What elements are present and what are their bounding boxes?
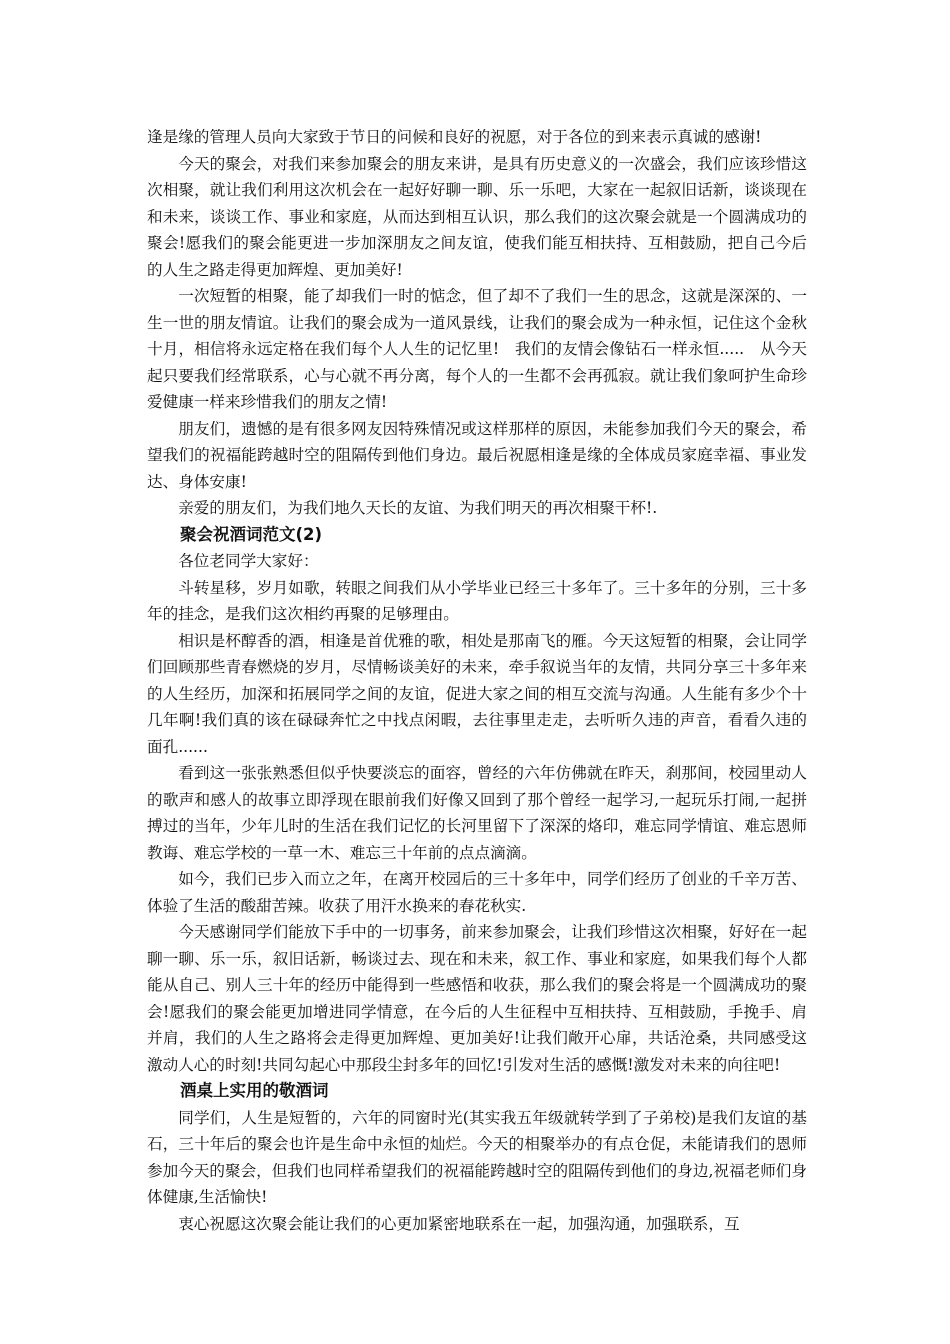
section2-greeting: 各位老同学大家好： [178,552,319,570]
section2-paragraph-3: 看到这一张张熟悉但似乎快要淡忘的面容，曾经的六年仿佛就在昨天，刹那间，校园里动人的歌声和感人的故事立即浮现在眼前我们好像又回到了那个曾经一起学习,一起玩乐打闹,一起拼搏过的当年，少年儿时的生活在我们记忆的长河里留下了深深的烙印，难忘同学情谊、难忘恩师教诲、难忘学校的一草一木、难忘三十年前的点点滴滴。 [147,764,807,862]
intro-paragraph-5: 亲爱的朋友们，为我们地久天长的友谊、为我们明天的再次相聚干杯!. [178,499,658,517]
intro-paragraph-2: 今天的聚会，对我们来参加聚会的朋友来讲，是具有历史意义的一次盛会，我们应该珍惜这次相聚，就让我们利用这次机会在一起好好聊一聊、乐一乐吧，大家在一起叙旧话新，谈谈现在和未来，谈谈工作、事业和家庭，从而达到相互认识，那么我们的这次聚会就是一个圆满成功的聚会!愿我们的聚会能更进一步加深朋友之间友谊，使我们能互相扶持、互相鼓励，把自己今后的人生之路走得更加辉煌、更加美好! [147,154,807,279]
document-page [147,124,807,1237]
section2-paragraph-1: 斗转星移，岁月如歌，转眼之间我们从小学毕业已经三十多年了。三十多年的分别，三十多年的挂念，是我们这次相约再聚的足够理由。 [147,578,807,623]
section-heading-2: 聚会祝酒词范文(2) [180,524,323,544]
section2-paragraph-4: 如今，我们已步入而立之年，在离开校园后的三十多年中，同学们经历了创业的千辛万苦、体验了生活的酸甜苦辣。收获了用汗水换来的春花秋实. [147,870,807,915]
section2-paragraph-5: 今天感谢同学们能放下手中的一切事务，前来参加聚会，让我们珍惜这次相聚，好好在一起聊一聊、乐一乐，叙旧话新，畅谈过去、现在和未来，叙工作、事业和家庭，如果我们每个人都能从自己、别人三十年的经历中能得到一些感悟和收获，那么我们的聚会将是一个圆满成功的聚会!愿我们的聚会能更加增进同学情意，在今后的人生征程中互相扶持、互相鼓励，手挽手、肩并肩，我们的人生之路将会走得更加辉煌、更加美好!让我们敞开心扉，共话沧桑，共同感受这激动人心的时刻!共同勾起心中那段尘封多年的回忆!引发对生活的感慨!激发对未来的向往吧! [147,923,807,1074]
section-heading-3: 酒桌上实用的敬酒词 [180,1081,329,1100]
intro-paragraph-1: 逢是缘的管理人员向大家致于节日的问候和良好的祝愿，对于各位的到来表示真诚的感谢! [147,128,762,146]
section3-paragraph-2: 衷心祝愿这次聚会能让我们的心更加紧密地联系在一起，加强沟通，加强联系，互 [178,1214,740,1233]
intro-paragraph-3: 一次短暂的相聚，能了却我们一时的惦念，但了却不了我们一生的思念，这就是深深的、一生一世的朋友情谊。让我们的聚会成为一道风景线，让我们的聚会成为一种永恒，记住这个金秋十月，相信将永远定格在我们每个人人生的记忆里! 我们的友情会像钻石一样永恒..... 从今天起只要我们经常联系，心与心就不再分离，每个人的一生都不会再孤寂。就让我们象呵护生命珍爱健康一样来珍惜我们的朋友之情! [147,287,807,411]
section3-paragraph-1: 同学们，人生是短暂的，六年的同窗时光(其实我五年级就转学到了子弟校)是我们友谊的基石，三十年后的聚会也许是生命中永恒的灿烂。今天的相聚举办的有点仓促，未能请我们的恩师参加今天的聚会，但我们也同样希望我们的祝福能跨越时空的阻隔传到他们的身边,祝福老师们身体健康,生活愉快! [147,1108,807,1206]
intro-paragraph-4: 朋友们，遗憾的是有很多网友因特殊情况或这样那样的原因，未能参加我们今天的聚会，希望我们的祝福能跨越时空的阻隔传到他们身边。最后祝愿相逢是缘的全体成员家庭幸福、事业发达、身体安康! [147,419,807,491]
section2-paragraph-2: 相识是杯醇香的酒，相逢是首优雅的歌，相处是那南飞的雁。今天这短暂的相聚，会让同学们回顾那些青春燃烧的岁月，尽情畅谈美好的未来，牵手叙说当年的友情，共同分享三十多年来的人生经历，加深和拓展同学之间的友谊，促进大家之间的相互交流与沟通。人生能有多少个十几年啊!我们真的该在碌碌奔忙之中找点闲暇，去往事里走走，去听听久违的声音，看看久违的面孔...... [147,631,807,756]
